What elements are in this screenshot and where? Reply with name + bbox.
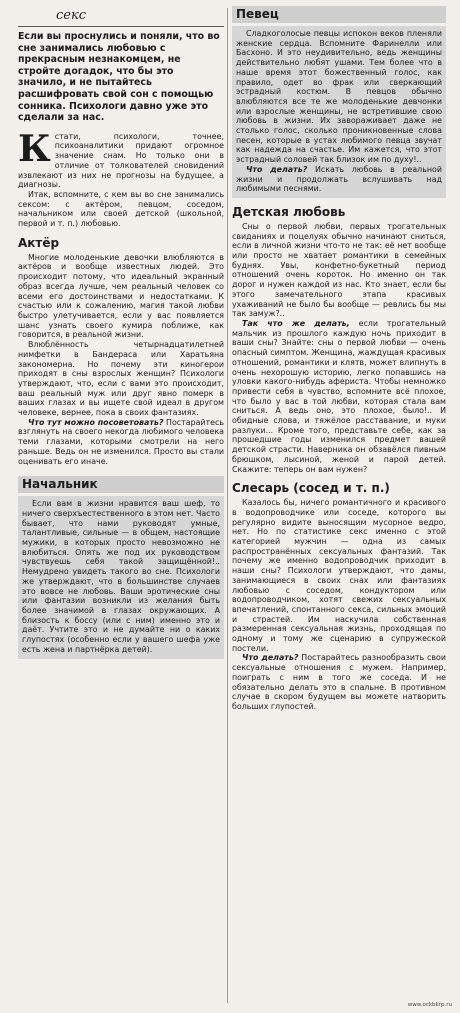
rubric-header bbox=[18, 8, 224, 27]
actor-advice: Что тут можно посоветовать? Постарайтесь взглянуть на своего некогда любимого человека теми глазами, которыми смотрели на него раньше. Ведь он не изменился. Просто вы стали оценивать его иначе. bbox=[18, 417, 224, 466]
section-title-actor: Актёр bbox=[18, 235, 60, 250]
singer-paragraph-1: Сладкоголосые певцы испокон веков пленяли женские сердца. Вспомните Фаринелли или Басхоно. И это неудивительно, ведь женщины действительно любят ушами. Тем более что в наше время этот божественный голос, как правило, одет во фрак или сверкающий эстрадный костюм. В певцов обычно влюбляются все те же молоденькие девчонки или взрослые женщины, не встретившие свою любовь в жизни. Их завораживает даже не столько голос, сколько проникновенные слова песен, которые в устах любимого певца звучат как надежда на счастье. Им кажется, что этот эстрадный соловей так близок им по духу!.. bbox=[236, 29, 442, 165]
article-lead: Если вы проснулись и поняли, что во сне занимались любовью с прекрасным незнакомцем, не стройте догадок, что бы это значило, и не пытайтесь расшифровать свой сон с помощью сонника. Психологи давно уже это сделали за нас. bbox=[18, 31, 220, 124]
section-title-child: Детская любовь bbox=[232, 204, 346, 219]
singer-box bbox=[232, 26, 446, 198]
intro-paragraph-2: Итак, вспомните, с кем вы во сне занимались сексом: с актёром, певцом, соседом, начальником или своей детской (школьной, первой и т. п.) любовью. bbox=[18, 189, 224, 229]
child-paragraph-1: Сны о первой любви, первых трогательных свиданиях и поцелуях обычно начинают сниться, если в личной жизни что-то не так: её нет вообще или просто не хватает романтики в семейных буднях. Увы, конфетно-букетный период отношений очень короток. Но именно он так дорог и нужен каждой из нас. Кто знает, если бы этого замечательного этапа красивых ухаживаний не было бы вообще — ревлись бы мы так замуж?.. bbox=[232, 221, 446, 319]
child-advice: Так что же делать, если трогательный мальчик из прошлого каждую ночь приходит в ваши сны? Знайте: сны о первой любви — очень опасный симптом. Женщина, жаждущая красивых отношений, романтики и клятв, может влипнуть в очень нехорошую историю, легко попавшись на уловки какого-нибудь афериста. Чтобы немножко привести себя в чувство, вспомните всё плохое, что было у вас в той любви, которая стала вам сниться. А ведь оно, это плохое, было!.. И обидные слова, и тяжёлое расставание, и муки разлуки... Кроме того, представьте себе, как за прошедшие годы изменился предмет вашей детской страсти. Наверника он обзавёлся пивным брюшком, лысиной, женой и парой детей. Скажите: теперь он вам нужен? bbox=[232, 318, 446, 474]
right-column bbox=[232, 0, 446, 1013]
column-divider bbox=[227, 8, 228, 1003]
footer-credit: www.ockbkrp.ru bbox=[407, 1002, 452, 1008]
section-title-singer: Певец bbox=[232, 6, 446, 23]
actor-paragraph-2: Влюблённость четырнадцатилетней нимфетки в Бандераса или Харатьяна закономерна. Но почему эти киногерои приходят в сны взрослых женщин? Психологи утверждают, что, если с вами это происходит, ваш реальный муж или друг явно померк в ваших глазах и вы ищете свой идеал в другом человеке, вернее, пока в своих фантазиях. bbox=[18, 340, 224, 418]
boss-paragraph-1: Если вам в жизни нравится ваш шеф, то ничего сверхъестественного в этом нет. Часто бывает, что нами руководят умные, талантливые, сильные — в общем, настоящие мужики, в которых просто невозможно не влюбиться. Опять же под их руководством чувствуешь себя такой защищённой!.. Немудрено увидеть такого во сне. Психологи же утверждают, что в большинстве случаев это вовсе не любовь. Ваши эротические сны или фантазии возникли из желания быть более значимой в глазах окружающих. А близость к боссу (или с ним) именно это и даёт. Учтите это и не думайте ни о каких глупостях (особенно если у вашего шефа уже есть жена и партнёрка детей). bbox=[22, 499, 220, 654]
boss-box bbox=[18, 496, 224, 658]
drop-cap: К bbox=[18, 127, 51, 170]
singer-advice: Что делать? Искать любовь в реальной жизни и продолжать вслушивать над любимыми песнями. bbox=[236, 164, 442, 194]
plumber-paragraph-1: Казалось бы, ничего романтичного и красивого в водопроводчике или соседе, которого вы регулярно видите выносящим мусорное ведро, нет. Но по статистике секс именно с этой категорией мужчин — одна из самых распространённых сексуальных фантазий. Так почему же именно водопроводчик приходит в наши сны? Психологи утверждают, что дамы, занимающиеся в своих снах или фантазиях любовью с соседом, кондуктором или водопроводчиком, хотят свежих сексуальных впечатлений, спонтанного секса, сильных эмоций и страстей. Им наскучила собственная размеренная сексуальная жизнь, проходящая по одному и тому же сценарию в супружеской постели. bbox=[232, 498, 446, 653]
plumber-advice: Что делать? Постарайтесь разнообразить свои сексуальные отношения с мужем. Например, поиграть с ним в того же соседа. И не обязательно делать это в спальне. В противном случае в скором будущем вы можете натворить больших глупостей. bbox=[232, 653, 446, 711]
section-title-boss: Начальник bbox=[18, 476, 224, 493]
intro-paragraph-1: Кстати, психологи, точнее, психоаналитики придают огромное значение снам. Но только они в отличие от толкователей сновидений извлекают из них не прогнозы на будущее, а диагнозы. bbox=[18, 127, 224, 190]
rubric-label: секс bbox=[52, 8, 90, 23]
left-column bbox=[18, 0, 224, 1013]
actor-paragraph-1: Многие молоденькие девочки влюбляются в актёров и вообще известных людей. Это происходит потому, что идеальный экранный образ всегда лучше, чем реальный человек со всеми его достоинствами и недостатками. К счастью или к сожалению, магия такой любви быстро улетучивается, если у вас появляется шанс узнать своего кумира поближе, как говорится, в реальной жизни. bbox=[18, 252, 224, 340]
section-title-plumber: Слесарь (сосед и т. п.) bbox=[232, 481, 390, 496]
